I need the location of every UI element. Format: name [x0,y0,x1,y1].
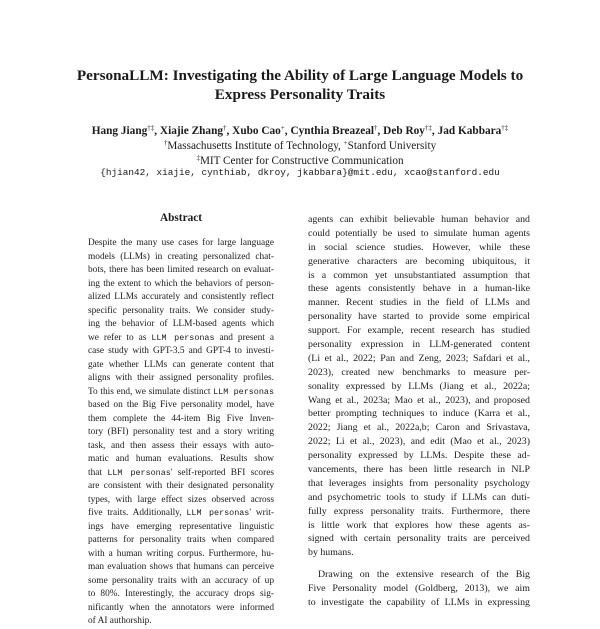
text-line: better prompting techniques to induce (Karra et al., [308,408,530,420]
author-separator: , [431,125,438,137]
text-line: in social science studies. However, while these [308,241,530,253]
text-line: that LLM personas' self-reported BFI scores [88,467,274,478]
paragraph-gap [308,560,530,568]
text-line: personality expression in LLM-generated content [308,339,530,351]
abstract-body [88,237,274,629]
text-line: 2023), created new benchmarks to measure per- [308,366,530,378]
text-line: alized LLMs accurately and consistently reflect [88,292,274,302]
text-line: types, with large effect sizes observed across [88,494,274,505]
author-separator: , [284,125,291,137]
code-term: LLM personas [213,386,274,397]
text-line: ing the extent to which the behaviors of person- [88,278,274,289]
text-line: five traits. Additionally, LLM personas' writ- [88,508,274,518]
text-line: specific personality traits. We consider study- [88,305,274,316]
author-separator: , [377,125,384,137]
text-line: are consistent with their designated personality [88,481,274,491]
affiliation-mark: † [163,139,168,147]
affiliation-text: Massachusetts Institute of Technology, [167,140,344,152]
text-line: (Li et al., 2022; Pan and Zeng, 2023; Safdari et al., [308,352,530,364]
text-line: 2022; Li et al., 2023), and edit (Mao et al., 2023) [308,436,530,448]
text-line: fully express personality traits. Furthermore, there [308,505,530,517]
text-line: Wang et al., 2023a; Mao et al., 2023), and proposed [308,394,530,406]
author-affiliation-mark: + [280,124,285,132]
author-name: Deb Roy [383,125,425,137]
text-line: is a common yet unsubstantiated assumption that [308,269,530,281]
author-affiliation-mark: † [374,124,378,132]
text-line: of AI authorship. [88,616,152,626]
text-line: to investigate the capability of LLMs in expressing [308,597,530,609]
text-line: and psychometric tools to study if LLMs can duti- [308,491,530,503]
text-line: based on the Big Five personality model, have [88,400,274,410]
text-line: some personality traits with an accuracy of up [88,575,274,586]
text-line: Despite the many use cases for large language [88,238,274,248]
author-emails: {hjian42, xiajie, cynthiab, dkroy, jkabbara}@mit.edu, xcao@stanford.edu [100,167,500,178]
text-line: personality have started to provide some empirical [308,311,530,323]
introduction-body [308,213,530,610]
text-line: gate whether LLMs can generate content that [88,359,274,370]
text-line: sonality expressed by LLMs (Jiang et al., 2022a; [308,380,530,392]
text-line: 2022; Jiang et al., 2022a,b; Caron and Srivastava, [308,422,530,434]
text-line: with a human writing corpus. Furthermore, hu- [88,548,274,559]
affiliation-text: Stanford University [347,140,437,152]
paper-title [40,66,560,104]
text-line: support. For example, recent research has studied [308,325,530,337]
title-line-2: Express Personality Traits [214,86,386,103]
text-line: these agents consistently behave in a human-like [308,283,530,295]
text-line: personality expressed by LLMs. Despite these ad- [308,450,530,462]
title-line-1: PersonaLLM: Investigating the Ability of Large Language Models to [76,67,524,84]
text-line: by humans. [308,547,354,559]
text-line: models (LLMs) in creating personalized chat- [88,251,274,262]
text-line: to 80%. Interestingly, the accuracy drops sig- [88,589,274,599]
text-line: we refer to as LLM personas and present a [88,332,274,343]
text-line: To this end, we simulate distinct LLM personas [88,386,274,397]
text-line: Drawing on the extensive research of the Big [318,569,530,581]
text-line: is little work that explores how these agents as- [308,519,530,531]
author-affiliation-mark: † [223,124,227,132]
author-affiliation-mark: †‡ [424,124,432,132]
text-line: aligns with their assigned personality profiles. [88,373,274,383]
code-term: LLM personas [151,332,215,343]
author-name: Cynthia Breazeal [290,125,375,137]
text-line: task, and then assess their essays with auto- [88,440,274,451]
author-separator: , [154,125,160,137]
text-line: man evaluation shows that humans can perceive [88,562,274,572]
text-line: agents can exhibit believable human behavior and [308,214,530,225]
code-term: LLM personas [186,508,250,518]
text-line: ings have emerging representative linguistic [88,521,274,532]
text-line: Five Personality model (Goldberg, 2013), we aim [308,583,530,595]
text-line: nificantly when the annotators were informed [88,602,274,613]
text-line: generative characters are becoming ubiquitous, it [308,255,530,267]
text-line: manner. Recent studies in the field of LLMs and [308,297,530,309]
author-affiliation-mark: †‡ [147,124,155,132]
text-line: signed with certain personality traits are perceived [308,533,530,545]
text-line: tory (BFI) personality test and a story writing [88,427,274,437]
text-line: patterns for personality traits when compared [88,535,274,545]
text-line: matic and human evaluations. Results show [88,454,274,464]
text-line: ing the behavior of LLM-based agents which [88,319,274,329]
text-line: them complete the 44-item Big Five Inven- [88,413,274,424]
text-line: bots, there has been limited research on evaluat- [88,265,274,275]
text-line: vancements, there has been little research in NLP [308,464,530,476]
text-line: case study with GPT-3.5 and GPT-4 to investi- [88,346,274,356]
author-name: Xubo Cao [232,125,281,137]
author-name: Jad Kabbara [437,125,502,137]
affiliation-text: MIT Center for Constructive Communication [199,155,404,167]
abstract-heading: Abstract [159,212,203,224]
code-term: LLM personas [107,467,171,478]
affiliation-mark: + [343,139,348,147]
author-name: Hang Jiang [91,125,148,137]
author-name: Xiajie Zhang [159,125,224,137]
author-separator: , [226,125,233,137]
text-line: that leverages insights from personality psychology [308,477,530,489]
text-line: could potentially be used to simulate human agents [308,227,530,239]
author-affiliation-mark: †‡ [501,124,509,132]
affiliation-mark: ‡ [196,154,200,162]
